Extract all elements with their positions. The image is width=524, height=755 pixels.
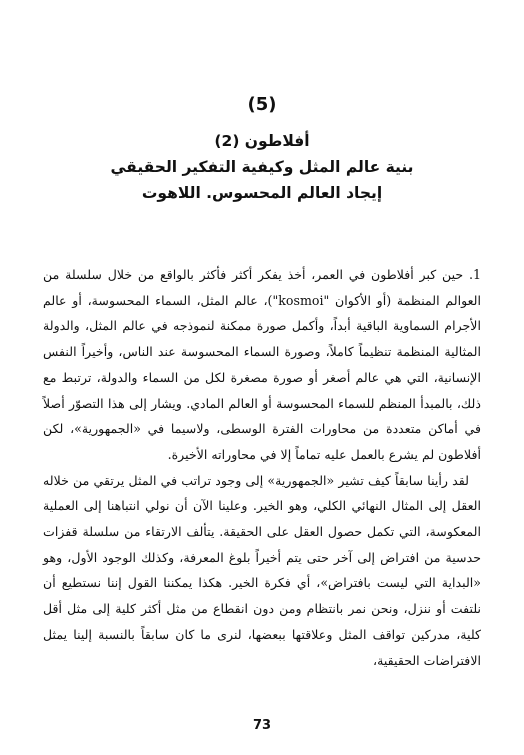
body-text bbox=[43, 262, 481, 673]
chapter-subtitle-line-2: إيجاد العالم المحسوس. اللاهوت bbox=[141, 184, 383, 202]
paragraph-1: 1. حين كبر أفلاطون في العمر، أخذ يفكر أكثر فأكثر بالواقع من خلال سلسلة من العوالم المنظمة (أو الأكوان "kosmoi")، عالم المثل، السماء المحسوسة، أو عالم الأجرام السماوية الباقية أبداً، وأكمل صورة ممكنة لنموذجه في عالم المثل، والدولة المثالية المنظمة تنظيماً كاملاً، وصورة السماء المحسوسة عند الناس، وأخيراً النفس الإنسانية، التي هي عالم أصغر أو صورة مصغرة لكل من السماء والدولة، ترتبط مع ذلك، بالمبدأ المنظم للسماء المحسوسة أو العالم المادي. ويشار إلى هذا التصوّر أصلاً في أماكن متعددة من محاورات الفترة الوسطى، ولاسيما في «الجمهورية»، لكن أفلاطون لم يشرع بالعمل عليه تماماً إلا في محاوراته الأخيرة. bbox=[43, 267, 481, 462]
page-number: 73 bbox=[252, 718, 272, 733]
chapter-title: أفلاطون (2) bbox=[214, 132, 310, 150]
paragraph-2: لقد رأينا سابقاً كيف تشير «الجمهورية» إلى وجود تراتب في المثل يرتقي من خلاله العقل إلى المثال النهائي الكلي، وهو الخير. وعلينا الآن أن نولي انتباهنا إلى العملية المعكوسة، التي تكمل حصول العقل على الحقيقة. يتألف الارتقاء من سلسلة قفزات حدسية من افتراض إلى آخر حتى يتم أخيراً بلوغ المعرفة، وكذلك الوجود الأول، وهو «البداية التي ليست بافتراض»، أي فكرة الخير. هكذا يمكننا القول إننا نستطيع أن نلتفت أو ننزل، ونحن نمر بانتظام ومن دون انقطاع من مثل أكثر كلية إلى مثل أقل كلية، مدركين تواقف المثل وعلاقتها ببعضها، لنرى ما كان سابقاً بالنسبة إلينا يمثل الافتراضات الحقيقية، bbox=[43, 472, 481, 668]
chapter-subtitle-line-1: بنية عالم المثل وكيفية التفكير الحقيقي bbox=[110, 158, 414, 176]
chapter-number: (5) bbox=[247, 94, 277, 115]
chapter-header bbox=[40, 92, 484, 206]
